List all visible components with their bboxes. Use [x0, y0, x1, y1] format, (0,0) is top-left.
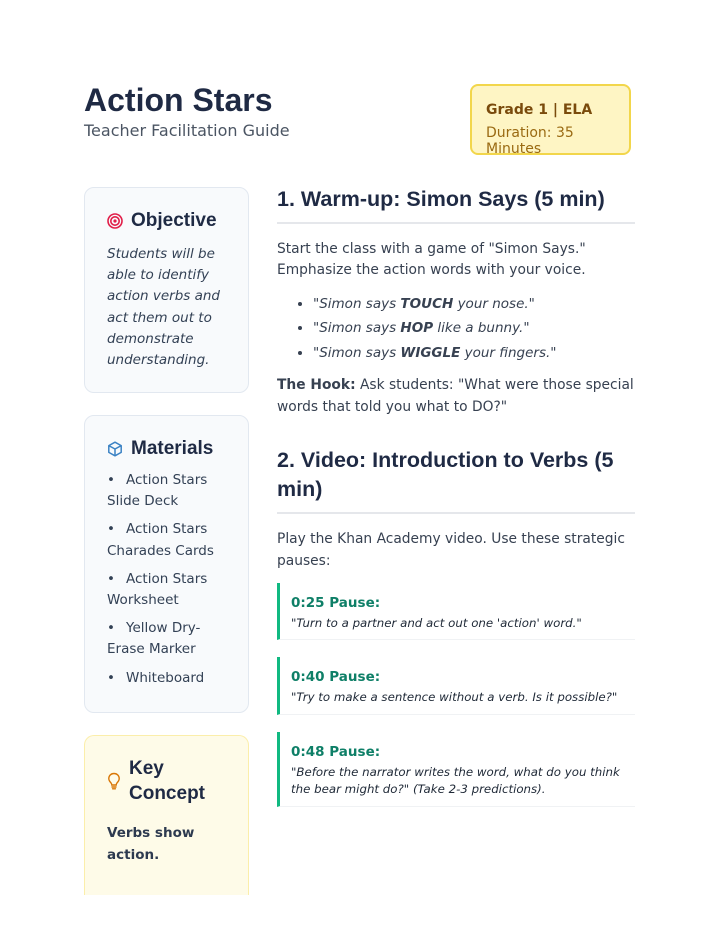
- bullet: •: [107, 669, 115, 686]
- bullet: •: [107, 521, 115, 538]
- hook-label: The Hook:: [277, 377, 356, 394]
- key-concept-heading-text: Key Concept: [129, 758, 205, 804]
- example-text: your fingers.": [460, 344, 557, 361]
- material-label: Whiteboard: [126, 669, 205, 686]
- material-item: [107, 470, 238, 512]
- material-label: Action Stars Charades Cards: [107, 521, 214, 559]
- example-text: "Simon says: [313, 344, 401, 361]
- pause-time: 0:40 Pause:: [291, 669, 381, 686]
- section-intro: Start the class with a game of "Simon Says." Emphasize the action words with your voice.: [277, 241, 586, 279]
- objective-card: [84, 187, 249, 393]
- cube-icon: [107, 441, 123, 457]
- bullet: •: [107, 570, 115, 587]
- material-label: Yellow Dry-Erase Marker: [107, 620, 201, 658]
- bullet: •: [107, 620, 115, 637]
- materials-card: [84, 415, 249, 713]
- section-heading: 2. Video: Introduction to Verbs (5 min): [277, 446, 635, 514]
- list-item: [313, 341, 635, 366]
- list-item: [313, 316, 635, 341]
- action-verb: TOUCH: [400, 295, 454, 312]
- key-concept-heading: [107, 756, 238, 806]
- material-item: [107, 618, 238, 660]
- pause-prompt: "Turn to a partner and act out one 'action' word.": [291, 615, 582, 630]
- pause-time: 0:25 Pause:: [291, 594, 381, 611]
- materials-list: [107, 470, 238, 689]
- lightbulb-icon: [107, 772, 121, 790]
- materials-heading-text: Materials: [131, 438, 214, 459]
- key-concept-card: [84, 735, 249, 895]
- duration-label: Duration: 35 Minutes: [486, 125, 574, 157]
- main-content: [277, 185, 635, 807]
- list-item: [313, 292, 635, 317]
- action-verb: HOP: [400, 320, 434, 337]
- pause-prompt: "Before the narrator writes the word, what do you think the bear might do?" (Take 2-3 predictions).: [291, 764, 620, 797]
- action-verb: WIGGLE: [400, 344, 461, 361]
- section-intro: Play the Khan Academy video. Use these strategic pauses:: [277, 531, 625, 569]
- example-text: like a bunny.": [433, 320, 530, 337]
- example-text: your nose.": [453, 295, 535, 312]
- pause-callout: [277, 732, 635, 807]
- grade-label: Grade 1 | ELA: [486, 102, 593, 118]
- pause-list: [277, 583, 635, 807]
- section-heading: 1. Warm-up: Simon Says (5 min): [277, 185, 635, 224]
- pause-callout: [277, 583, 635, 641]
- example-text: "Simon says: [313, 320, 401, 337]
- materials-heading: [107, 438, 238, 460]
- bullet: •: [107, 472, 115, 488]
- objective-text: Students will be able to identify action verbs and act them out to demonstrate understanding.: [107, 246, 220, 369]
- page-title: Action Stars: [84, 82, 273, 118]
- material-label: Action Stars Worksheet: [107, 570, 208, 609]
- warm-up-section: [277, 185, 635, 418]
- video-section: [277, 446, 635, 807]
- objective-heading-text: Objective: [131, 210, 217, 231]
- pause-prompt: "Try to make a sentence without a verb. Is it possible?": [291, 690, 618, 705]
- material-item: [107, 569, 238, 611]
- target-icon: [107, 213, 123, 229]
- pause-time: 0:48 Pause:: [291, 743, 381, 760]
- key-concept-text: Verbs show action.: [107, 825, 195, 863]
- hook-paragraph: [277, 375, 635, 418]
- grade-duration-badge: [470, 84, 631, 155]
- material-label: Action Stars Slide Deck: [107, 472, 208, 510]
- objective-heading: [107, 210, 234, 232]
- material-item: [107, 668, 238, 689]
- simon-says-list: [277, 292, 635, 366]
- pause-callout: [277, 657, 635, 715]
- example-text: "Simon says: [313, 295, 401, 312]
- page-subtitle: Teacher Facilitation Guide: [84, 121, 290, 140]
- material-item: [107, 519, 238, 561]
- hook-text: Ask students: "What were those special words that told you what to DO?": [277, 377, 634, 415]
